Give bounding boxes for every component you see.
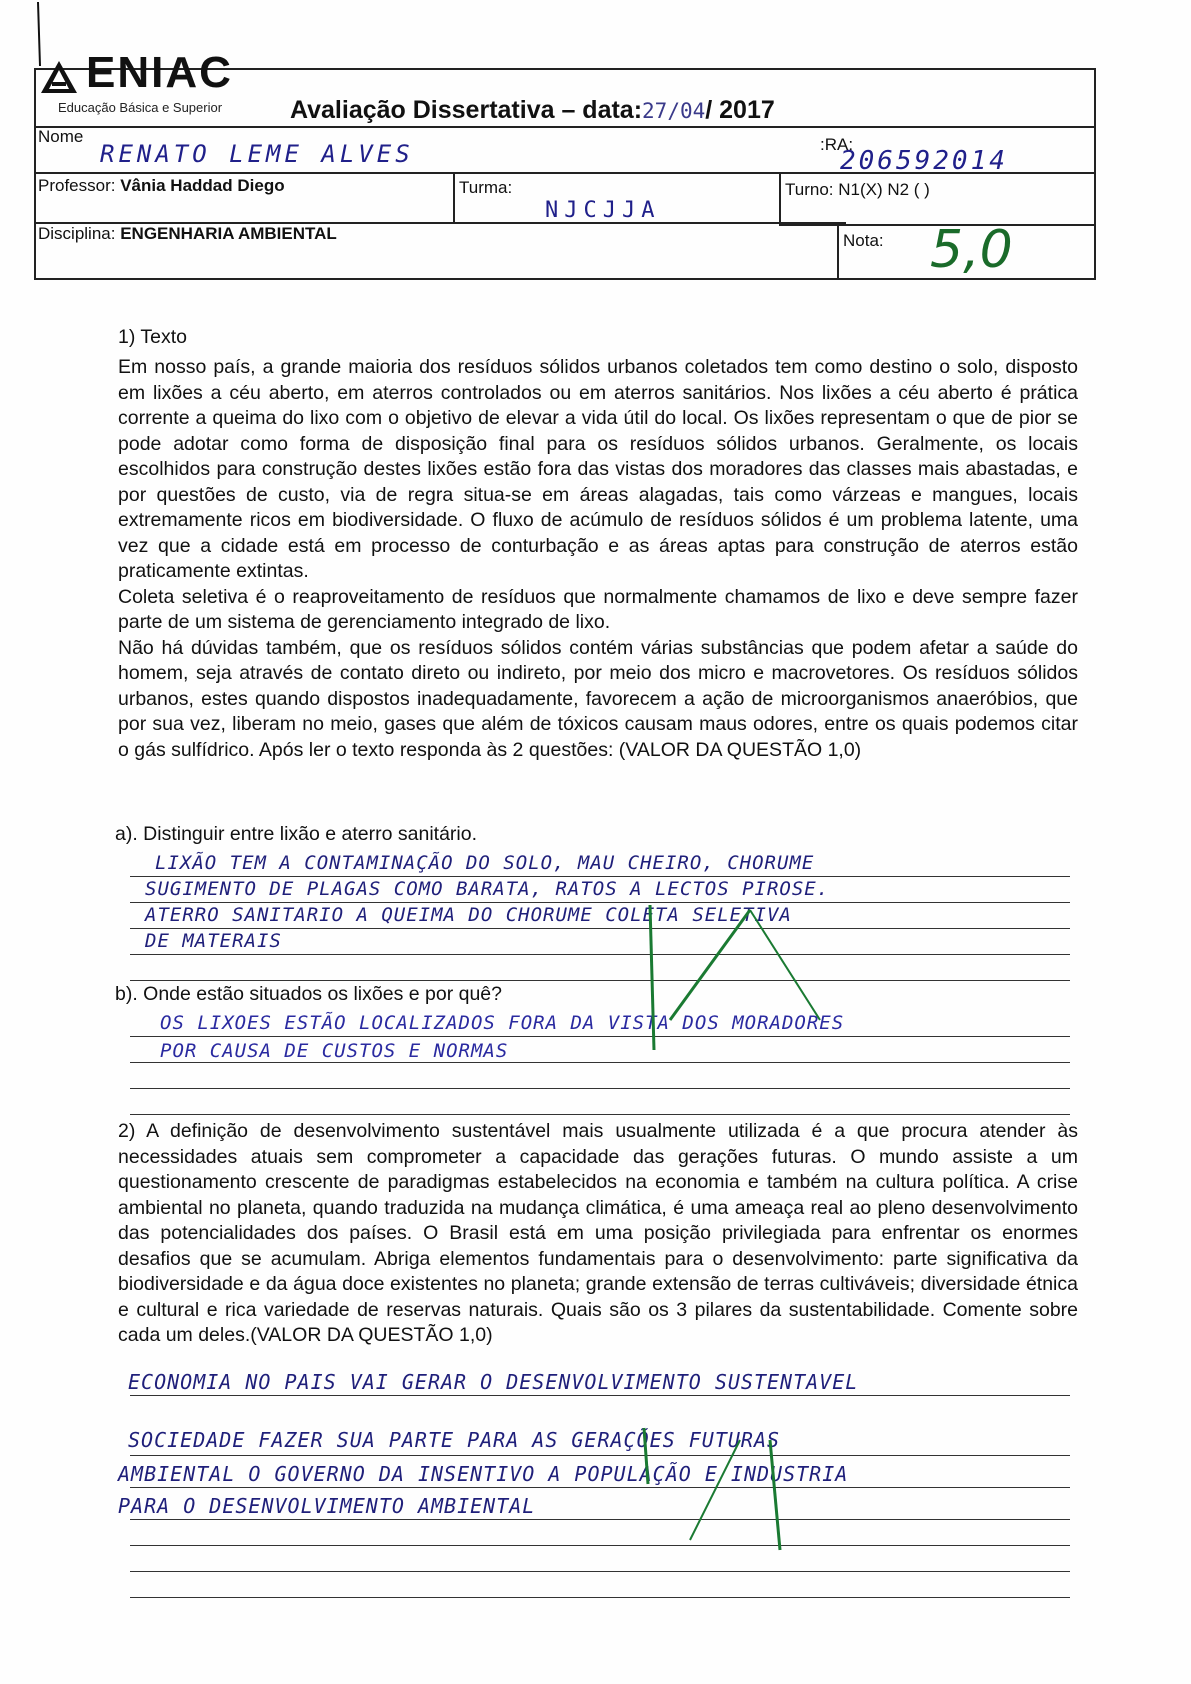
disciplina-value: ENGENHARIA AMBIENTAL (120, 224, 337, 243)
answer-line (130, 876, 1070, 877)
grade-value: 5,0 (930, 220, 1013, 280)
nota-label: Nota: (843, 231, 884, 250)
ra-label: :RA: (820, 135, 854, 154)
answer-line (130, 1597, 1070, 1598)
answer-line (130, 902, 1070, 903)
divider (34, 172, 1096, 174)
answer-line (130, 1395, 1070, 1396)
exam-title (290, 96, 775, 125)
answer-handwriting: OS LIXOES ESTÃO LOCALIZADOS FORA DA VISTA DOS MORADORES (160, 1012, 845, 1034)
q1-paragraph: Não há dúvidas também, que os resíduos sólidos contém várias substâncias que podem afetar a saúde do homem, seja através de contato direto ou indireto, por meio dos micro e macrovetores. Os resíduos sólidos urbanos, estes quando dispostos inadequadamente, favorecem a ação de microorganismos anaeróbios, que por sua vez, liberam no meio, gases que além de tóxicos causam maus odores, entre os quais podemos citar o gás sulfídrico. Após ler o texto responda às 2 questões: (VALOR DA QUESTÃO 1,0) (118, 636, 1078, 761)
divider (34, 126, 1096, 128)
correction-mark (640, 900, 840, 1060)
answer-line (130, 1487, 1070, 1488)
q1b-label: b). Onde estão situados os lixões e por quê? (115, 983, 502, 1005)
q1-text (118, 355, 1078, 763)
answer-handwriting: PARA O DESENVOLVIMENTO AMBIENTAL (118, 1494, 536, 1518)
nome-value: RENATO LEME ALVES (100, 140, 414, 168)
divider (779, 172, 781, 224)
answer-line (130, 954, 1070, 955)
q1-heading: 1) Texto (118, 326, 188, 348)
turno-field: Turno: N1(X) N2 ( ) (785, 180, 930, 199)
professor-label: Professor: (38, 176, 116, 195)
answer-line (130, 1062, 1070, 1063)
title-prefix: Avaliação Dissertativa – data: (290, 96, 643, 124)
answer-line (130, 1519, 1070, 1520)
answer-handwriting: SUGIMENTO DE PLAGAS COMO BARATA, RATOS A LECTOS PIROSE. (145, 878, 830, 900)
ra-value: 206592014 (840, 146, 1008, 176)
answer-line (130, 1545, 1070, 1546)
answer-handwriting: POR CAUSA DE CUSTOS E NORMAS (160, 1040, 509, 1062)
answer-line (130, 1455, 1070, 1456)
answer-handwriting: DE MATERAIS (145, 930, 282, 952)
q1-paragraph: Em nosso país, a grande maioria dos resíduos sólidos urbanos coletados tem como destino o solo, disposto em lixões a céu aberto, em aterros controlados ou em aterros sanitários. Nos lixões a céu aberto é prática corrente a queima do lixo com o objetivo de elevar a vida útil do local. Os lixões representam o que de pior se pode adotar como forma de disposição final para os resíduos sólidos urbanos. Geralmente, os locais escolhidos para construção destes lixões estão fora das vistas dos moradores das classes mais abastadas, e por questões de custo, via de regra situa-se em áreas alagadas, tais como várzeas e mangues, locais extremamente ricos em biodiversidade. O fluxo de acúmulo de resíduos sólidos é um problema latente, uma vez que a cidade está em processo de conturbação e as áreas aptas para construção de aterros estão praticamente extintas. (118, 356, 1078, 582)
answer-line (130, 1571, 1070, 1572)
eniac-logo-icon (40, 60, 78, 94)
exam-date: 27/04 (642, 99, 706, 123)
disciplina-label: Disciplina: (38, 224, 116, 243)
q1-paragraph: Coleta seletiva é o reaproveitamento de resíduos que normalmente chamamos de lixo e deve sempre fazer parte de um sistema de gerenciamento integrado de lixo. (118, 585, 1078, 633)
logo-wordmark: ENIAC (86, 48, 233, 97)
answer-line (130, 1036, 1070, 1037)
answer-line (130, 980, 1070, 981)
correction-mark (630, 1420, 830, 1560)
answer-handwriting: SOCIEDADE FAZER SUA PARTE PARA AS GERAÇÕES FUTURAS (128, 1428, 781, 1452)
answer-handwriting: AMBIENTAL O GOVERNO DA INSENTIVO A POPULAÇÃO E INDUSTRIA (118, 1462, 849, 1486)
disciplina-field (38, 224, 337, 244)
answer-line (130, 1114, 1070, 1115)
q1a-label: a). Distinguir entre lixão e aterro sanitário. (115, 823, 477, 845)
exam-year: / 2017 (705, 96, 775, 124)
answer-line (130, 928, 1070, 929)
divider (453, 172, 455, 224)
q2-text: 2) A definição de desenvolvimento sustentável mais usualmente utilizada é a que procura atender às necessidades atuais sem comprometer a capacidade das gerações futuras. O mundo assiste a um questionamento crescente de paradigmas estabelecidos na economia e também na cultura política. A crise ambiental no planeta, quando traduzida na mudança climática, é uma ameaça real ao pleno desenvolvimento das potencialidades dos países. O Brasil está em uma posição privilegiada para enfrentar os enormes desafios que se acumulam. Abriga elementos fundamentais para o desenvolvimento: parte significativa da biodiversidade e da água doce existentes no planeta; grande extensão de terras cultiváveis; diversidade étnica e cultural e rica variedade de reservas naturais. Quais são os 3 pilares da sustentabilidade. Comente sobre cada um deles.(VALOR DA QUESTÃO 1,0) (118, 1120, 1078, 1346)
professor-field (38, 176, 285, 196)
turma-label: Turma: (459, 178, 513, 197)
answer-line (130, 1088, 1070, 1089)
answer-handwriting: LIXÃO TEM A CONTAMINAÇÃO DO SOLO, MAU CHEIRO, CHORUME (155, 852, 815, 874)
logo-subtitle: Educação Básica e Superior (58, 100, 223, 115)
answer-handwriting: ATERRO SANITARIO A QUEIMA DO CHORUME COLETA SELETIVA (145, 904, 792, 926)
school-logo (36, 48, 286, 120)
answer-handwriting: ECONOMIA NO PAIS VAI GERAR O DESENVOLVIMENTO SUSTENTAVEL (128, 1370, 859, 1394)
professor-value: Vânia Haddad Diego (120, 176, 285, 195)
nome-label: Nome (38, 127, 84, 146)
divider (837, 224, 839, 280)
turma-value: NJCJJA (545, 198, 661, 223)
